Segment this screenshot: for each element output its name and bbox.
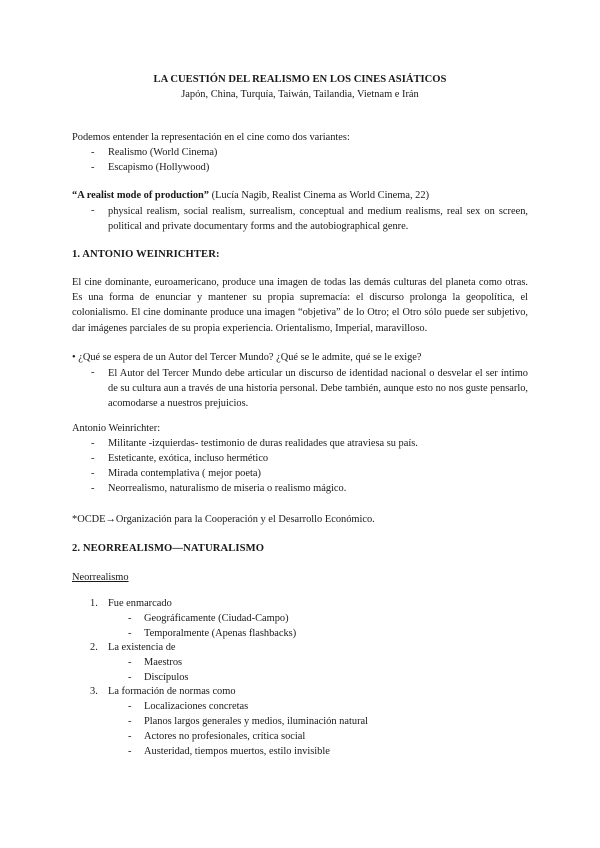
dash-marker: - — [91, 162, 95, 173]
section-heading: 2. NEORREALISMO—NATURALISMO — [72, 543, 265, 554]
list-item: Fue enmarcado — [108, 598, 172, 609]
section-paragraph: El cine dominante, euroamericano, produce una imagen de todas las demás culturas del planeta como otras. Es una forma de enunciar y mantener su propia supremacía: el discurso prolonga la geopolítica, el colonialismo. El cine dominante produce una imagen “objetiva” de lo Otro; el Otro sólo puede ser subjetivo, dar imágenes parciales de su propia experiencia. Orientalismo, Imperial, maravilloso. — [72, 277, 528, 334]
quote-citation: (Lucía Nagib, Realist Cinema as World Cinema, 22) — [209, 190, 430, 201]
quote-line — [72, 189, 429, 203]
list-number: 2. — [90, 642, 98, 653]
sub-item: Austeridad, tiempos muertos, estilo invisible — [144, 746, 330, 757]
intro-text: Podemos entender la representación en el cine como dos variantes: — [72, 132, 350, 143]
list-item: Escapismo (Hollywood) — [108, 162, 210, 173]
dash-marker: - — [91, 438, 95, 449]
quote-title: “A realist mode of production” — [72, 190, 210, 201]
list-number: 3. — [90, 686, 98, 697]
sub-item: Temporalmente (Apenas flashbacks) — [144, 628, 297, 639]
list-item: La formación de normas como — [108, 686, 236, 697]
section-subheading: Neorrealismo — [72, 572, 129, 583]
dash-marker: - — [91, 147, 95, 158]
list-item: Mirada contemplativa ( mejor poeta) — [108, 468, 261, 479]
ocde-text: Organización para la Cooperación y el Desarrollo Económico. — [115, 514, 375, 525]
sub-item: Maestros — [144, 657, 183, 668]
ocde-prefix: *OCDE — [72, 514, 106, 525]
quote-item: physical realism, social realism, surrealism, conceptual and medium realisms, real sex on screen, political and private documentary forms and the autobiographical genre. — [108, 206, 528, 232]
list-number: 1. — [90, 598, 98, 609]
list-item: La existencia de — [108, 642, 176, 653]
list-item: Esteticante, exótica, incluso hermético — [108, 453, 269, 464]
sub-item: Discípulos — [144, 672, 189, 683]
list-item: Neorrealismo, naturalismo de miseria o realismo mágico. — [108, 483, 347, 494]
dash-marker: - — [128, 628, 132, 639]
bullet-question: • ¿Qué se espera de un Autor del Tercer Mundo? ¿Qué se le admite, qué se le exige? — [72, 352, 422, 363]
dash-marker: - — [128, 657, 132, 668]
dash-marker: - — [91, 483, 95, 494]
sub-item: Planos largos generales y medios, iluminación natural — [144, 716, 369, 727]
dash-marker: - — [128, 613, 132, 624]
dash-marker: - — [91, 205, 95, 216]
sub-item: Localizaciones concretas — [144, 701, 249, 712]
dash-marker: - — [91, 367, 95, 378]
author-label: Antonio Weinrichter: — [72, 423, 161, 434]
document-title: LA CUESTIÓN DEL REALISMO EN LOS CINES ASIÁTICOS — [153, 74, 447, 85]
dash-marker: - — [128, 701, 132, 712]
dash-marker: - — [128, 746, 132, 757]
bullet-answer: El Autor del Tercer Mundo debe articular un discurso de identidad nacional o desvelar el ser íntimo de su cultura aun a través de una historia personal. Debe también, aunque esto no nos guste pensarlo, acomodarse a nuestros prejuicios. — [108, 368, 528, 409]
arrow-icon: → — [105, 514, 116, 525]
sub-item: Geográficamente (Ciudad-Campo) — [144, 613, 289, 624]
sub-item: Actores no profesionales, crítica social — [144, 731, 306, 742]
list-item: Militante -izquierdas- testimonio de duras realidades que atraviesa su país. — [108, 438, 418, 449]
dash-marker: - — [128, 672, 132, 683]
section-heading: 1. ANTONIO WEINRICHTER: — [72, 249, 220, 260]
ocde-note — [72, 513, 375, 527]
dash-marker: - — [91, 453, 95, 464]
document-subtitle: Japón, China, Turquía, Taiwán, Tailandia, Vietnam e Irán — [181, 89, 419, 100]
dash-marker: - — [128, 731, 132, 742]
dash-marker: - — [91, 468, 95, 479]
dash-marker: - — [128, 716, 132, 727]
list-item: Realismo (World Cinema) — [108, 147, 218, 158]
